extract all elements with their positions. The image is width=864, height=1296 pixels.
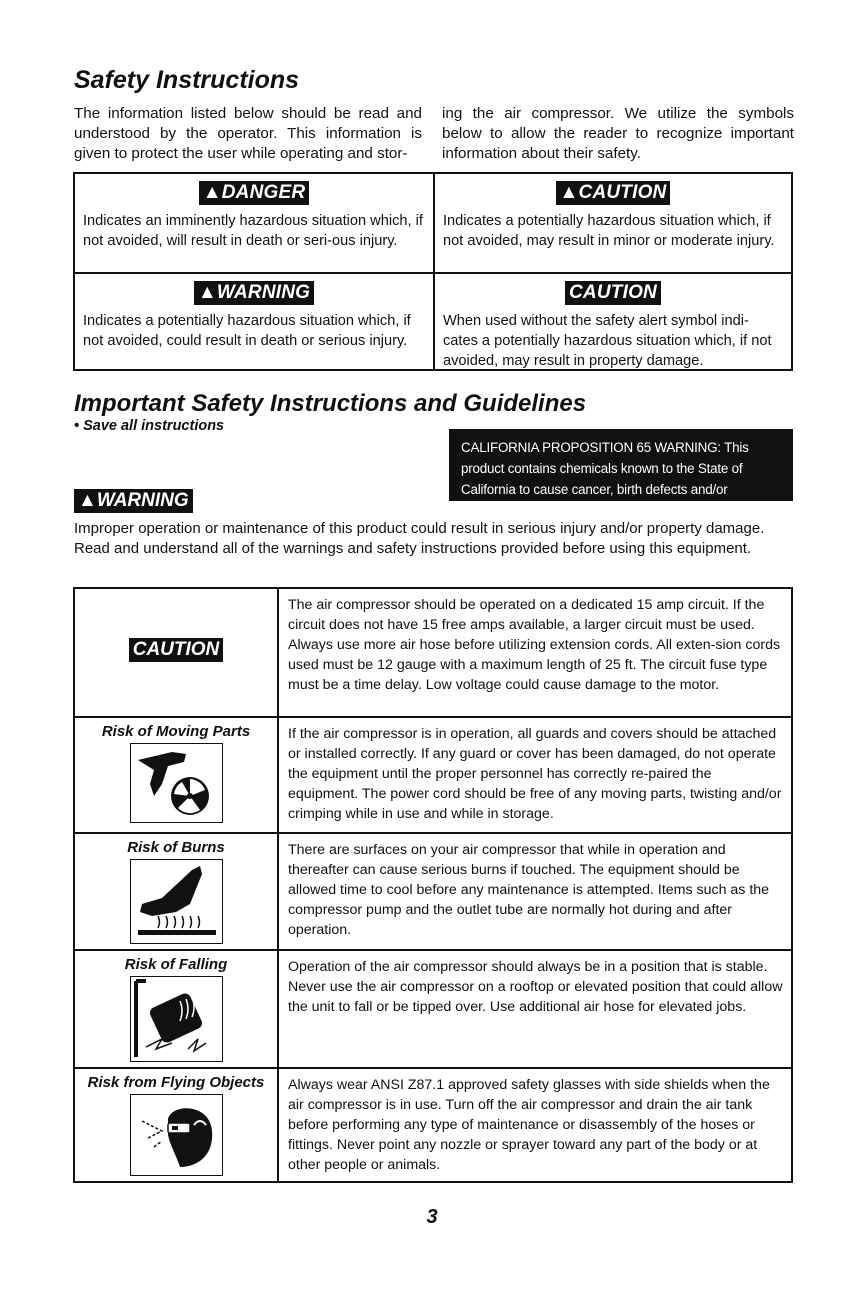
risk-row-left (75, 589, 279, 716)
risk-row-left (75, 718, 279, 832)
risk-table (73, 587, 793, 1183)
signal-cell-danger (75, 174, 433, 272)
risk-row-moving-parts (75, 716, 791, 832)
prop65-warning-box: CALIFORNIA PROPOSITION 65 WARNING: This product contains chemicals known to the State of California to cause cancer, birth defects and/or reproductive harm. (449, 429, 793, 501)
alert-triangle-icon: ▲ (78, 490, 97, 511)
caution-label: CAUTION (129, 638, 224, 662)
danger-description: Indicates an imminently hazardous situation which, if not avoided, will result in death or seri-ous injury. (83, 213, 423, 249)
warning-label: ▲WARNING (194, 281, 314, 305)
risk-text-electrical: The air compressor should be operated on a dedicated 15 amp circuit. If the circuit does not have 15 free amps available, a larger circuit must be used. Always use more air hose before utilizing extension cords. All exten-sion cords used must be 12 gauge with a maximum length of 25 ft. The circuit fuse type must be a time delay. Low voltage could cause damage to the motor. (288, 597, 781, 693)
warning-description: Indicates a potentially hazardous situation which, if not avoided, could result in death or serious injury. (83, 313, 411, 349)
risk-row-left (75, 834, 279, 949)
caution-plain-label: CAUTION (565, 281, 661, 305)
risk-row-left (75, 951, 279, 1067)
section-title-important-guidelines: Important Safety Instructions and Guidelines (74, 390, 587, 417)
alert-triangle-icon: ▲ (559, 182, 579, 203)
risk-title-falling: Risk of Falling (124, 956, 228, 973)
risk-title-moving-parts: Risk of Moving Parts (101, 723, 251, 740)
risk-text-falling: Operation of the air compressor should always be in a position that is stable. Never use the air compressor on a rooftop or elevated position that could allow the unit to fall or be tipped over. Use additional air hose for elevated jobs. (288, 959, 783, 1015)
risk-title-burns: Risk of Burns (127, 839, 225, 856)
save-instructions-note: • Save all instructions (74, 418, 225, 434)
risk-row-falling (75, 949, 791, 1067)
alert-triangle-icon: ▲ (197, 282, 217, 303)
risk-text-flying-objects: Always wear ANSI Z87.1 approved safety glasses with side shields when the air compressor is in use. Turn off the air compressor and drain the air tank before performing any type of maintenance or disassembly of the hoses or fittings. Never point any nozzle or sprayer toward any part of the body or at other people or animals. (288, 1077, 770, 1173)
signal-cell-warning (75, 272, 433, 369)
caution-alert-label: ▲CAUTION (556, 181, 671, 205)
section-title-safety-instructions: Safety Instructions (74, 66, 300, 94)
intro-left-column: The information listed below should be read and understood by the operator. This information is given to protect the user while operating and stor- (74, 105, 422, 162)
caution-alert-description: Indicates a potentially hazardous situation which, if not avoided, may result in minor or moderate injury. (443, 213, 775, 249)
risk-row-burns (75, 832, 791, 949)
moving-parts-icon (130, 743, 223, 823)
signal-cell-caution-alert (433, 174, 791, 272)
risk-row-left (75, 1069, 279, 1181)
eye-protection-icon (130, 1094, 223, 1176)
intro-right-column: ing the air compressor. We utilize the symbols below to allow the reader to recognize important information about their safety. (442, 105, 794, 162)
hot-surface-icon (130, 859, 223, 944)
danger-label: ▲DANGER (199, 181, 310, 205)
signal-cell-caution-plain (433, 272, 791, 369)
risk-row-caution (75, 589, 791, 716)
falling-icon (130, 976, 223, 1062)
risk-title-flying-objects: Risk from Flying Objects (87, 1074, 265, 1091)
risk-row-flying-objects (75, 1067, 791, 1181)
general-warning-text: Improper operation or maintenance of this product could result in serious injury and/or property damage. Read and understand all of the warnings and safety instructions provided before using this equipment. (74, 520, 765, 557)
general-warning-label: ▲WARNING (74, 489, 193, 513)
risk-text-burns: There are surfaces on your air compressor that while in operation and thereafter can cause serious burns if touched. The equipment should be allowed time to cool before any maintenance is attempted. Items such as the compressor pump and the outlet tube are normally hot during and after operation. (288, 842, 770, 938)
caution-plain-description: When used without the safety alert symbol indi-cates a potentially hazardous situation which, if not avoided, may result in property damage. (443, 313, 772, 369)
alert-triangle-icon: ▲ (202, 182, 222, 203)
risk-text-moving-parts: If the air compressor is in operation, all guards and covers should be attached or installed correctly. If any guard or cover has been damaged, do not operate the equipment until the proper personnel has correctly re-paired the equipment. The power cord should be free of any moving parts, twisting and/or crimping while in use and while in storage. (288, 726, 782, 822)
signal-words-table (73, 172, 793, 371)
page-number: 3 (426, 1206, 438, 1228)
